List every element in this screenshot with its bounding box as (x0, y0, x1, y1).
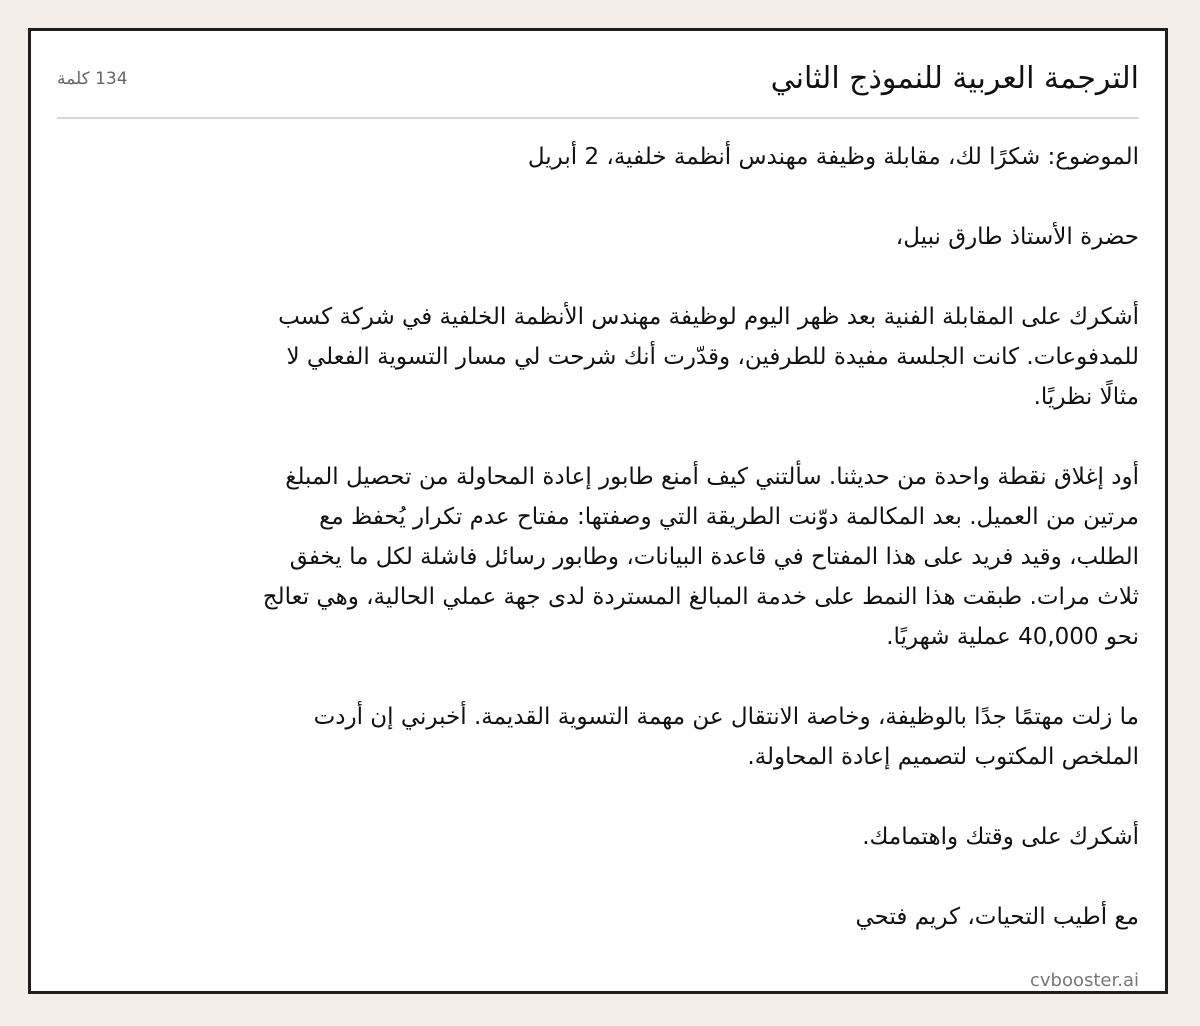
page-title: الترجمة العربية للنموذج الثاني (770, 61, 1139, 96)
letter-header (57, 59, 1139, 119)
paragraph-intro: أشكرك على المقابلة الفنية بعد ظهر اليوم لوظيفة مهندس الأنظمة الخلفية في شركة كسب للمدفوعات. كانت الجلسة مفيدة للطرفين، وقدّرت أنك شرحت لي مسار التسوية الفعلي لا مثالًا نظريًا. (278, 304, 1139, 410)
thanks-line: أشكرك على وقتك واهتمامك. (862, 824, 1139, 850)
subject-line: الموضوع: شكرًا لك، مقابلة وظيفة مهندس أنظمة خلفية، 2 أبريل (527, 144, 1139, 170)
paragraph-technical: أود إغلاق نقطة واحدة من حديثنا. سألتني كيف أمنع طابور إعادة المحاولة من تحصيل المبلغ مرتين من العميل. بعد المكالمة دوّنت الطريقة التي وصفتها: مفتاح عدم تكرار يُحفظ مع الطلب، وقيد فريد على هذا المفتاح في قاعدة البيانات، وطابور رسائل فاشلة لكل ما يخفق ثلاث مرات. طبقت هذا النمط على خدمة المبالغ المستردة لدى جهة عملي الحالية، وهي تعالج نحو 40,000 عملية شهريًا. (262, 464, 1139, 650)
greeting-line: حضرة الأستاذ طارق نبيل، (895, 224, 1139, 250)
letter-body (259, 137, 1139, 937)
paragraph-interest: ما زلت مهتمًا جدًا بالوظيفة، وخاصة الانتقال عن مهمة التسوية القديمة. أخبرني إن أردت الملخص المكتوب لتصميم إعادة المحاولة. (313, 704, 1139, 770)
brand-watermark: cvbooster.ai (1029, 970, 1139, 991)
word-count-badge: 134 كلمة (57, 69, 128, 89)
closing-signature: مع أطيب التحيات، كريم فتحي (855, 904, 1139, 930)
letter-card (28, 28, 1168, 994)
